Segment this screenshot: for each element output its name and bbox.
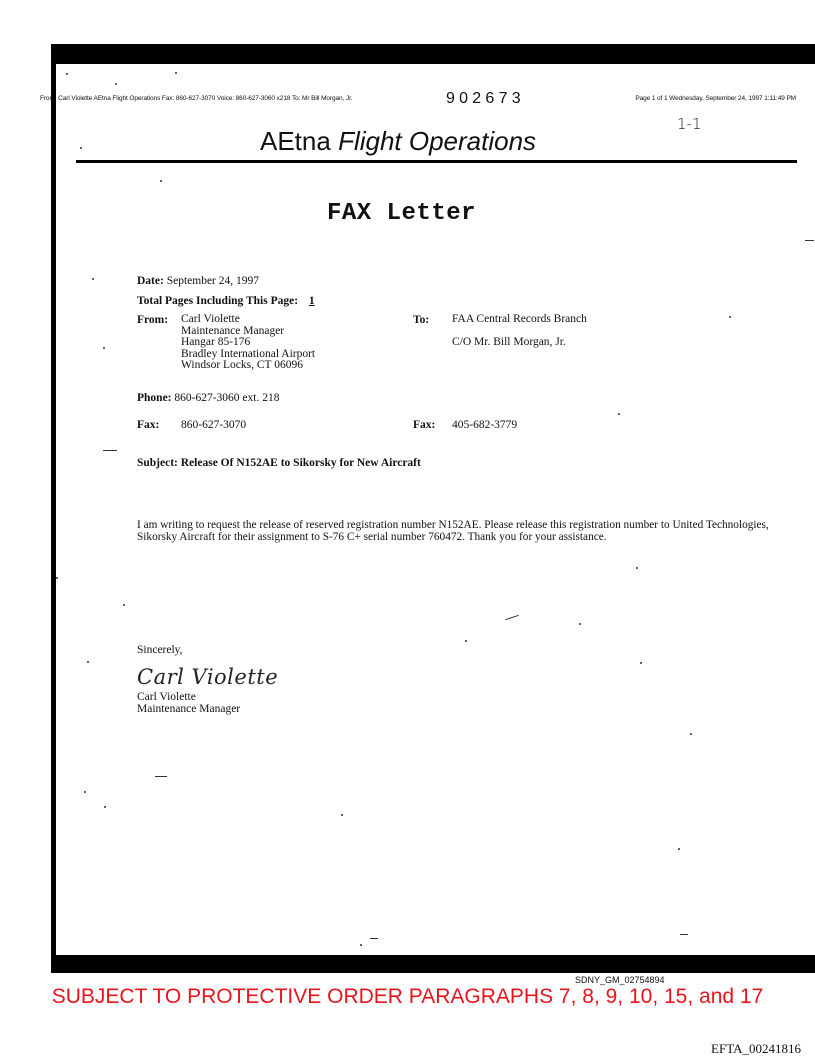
handwritten-page-note: 1-1 [677, 115, 702, 133]
fax-from-field [137, 419, 246, 431]
document-title: FAX Letter [327, 200, 477, 227]
from-line: Maintenance Manager [181, 324, 285, 337]
scan-dash [370, 938, 378, 939]
phone-field [137, 392, 279, 404]
fax-transmission-header [40, 90, 800, 107]
company-letterhead [260, 126, 536, 157]
scan-speck [80, 147, 82, 149]
fax-header-page-info: Page 1 of 1 Wednesday, September 24, 1997 1:11:49 PM [635, 95, 796, 102]
from-line: Windsor Locks, CT 06096 [181, 359, 303, 372]
scan-speck [56, 577, 58, 579]
company-name-italic: Flight Operations [338, 126, 537, 156]
scan-bottom-border [51, 955, 815, 973]
to-line: C/O Mr. Bill Morgan, Jr. [452, 335, 566, 348]
phone-label: Phone: [137, 392, 172, 404]
date-value: September 24, 1997 [166, 275, 260, 287]
subject-line: Subject: Release Of N152AE to Sikorsky for New Aircraft [137, 457, 421, 469]
scan-dash [680, 934, 688, 935]
fax-to-label: Fax: [413, 419, 436, 431]
scan-speck [579, 623, 581, 625]
letter-body: I am writing to request the release of reserved registration number N152AE. Please release this registration number to United Technologies, Sikorsky Aircraft for their assignment to S-76 C+ serial number 760472. Thank you for your assistance. [137, 519, 769, 544]
scan-speck [465, 640, 467, 642]
scan-speck [618, 413, 620, 415]
signer-block [137, 692, 240, 715]
fax-from-value: 860-627-3070 [181, 419, 247, 431]
scan-speck [66, 73, 68, 75]
scan-speck [640, 662, 642, 664]
scan-speck [678, 848, 680, 850]
fax-to-field [413, 419, 517, 431]
scan-speck [360, 944, 362, 946]
fax-from-label: Fax: [137, 419, 160, 431]
scan-speck [87, 661, 89, 663]
date-field [137, 275, 259, 287]
scan-dash [155, 776, 167, 777]
scan-speck [115, 83, 117, 85]
scan-dash [505, 615, 519, 620]
scan-dash [805, 240, 814, 241]
scan-speck [104, 806, 106, 808]
scan-left-border [51, 60, 56, 960]
fax-header-from: From: Carl Violette AEtna Flight Operations Fax: 860-627-3070 Voice: 860-627-3060 x218 To: Mr Bill Morgan, Jr. [40, 95, 353, 102]
company-name: AEtna [260, 126, 331, 156]
scan-speck [84, 791, 86, 793]
phone-value: 860-627-3060 ext. 218 [174, 392, 280, 404]
scan-speck [92, 278, 94, 280]
letterhead-rule [76, 160, 797, 163]
efta-number: EFTA_00241816 [711, 1041, 801, 1056]
to-label: To: [413, 314, 430, 326]
scan-speck [341, 814, 343, 816]
scan-speck [103, 347, 105, 349]
scan-top-border [51, 44, 815, 64]
scan-speck [160, 180, 162, 182]
from-line: Bradley International Airport [181, 347, 316, 360]
scan-speck [175, 72, 177, 74]
to-address [452, 314, 587, 348]
fax-header-stamp: 9 0 2 6 7 3 [446, 90, 521, 107]
protective-order-notice: SUBJECT TO PROTECTIVE ORDER PARAGRAPHS 7, 8, 9, 10, 15, and 17 [51, 985, 764, 1008]
signer-title: Maintenance Manager [137, 702, 241, 715]
scan-speck [123, 604, 125, 606]
date-label: Date: [137, 275, 164, 287]
total-pages-field [137, 295, 323, 307]
scan-dash [103, 450, 117, 451]
total-pages-label: Total Pages Including This Page: [137, 295, 299, 307]
bates-number: SDNY_GM_02754894 [575, 975, 665, 985]
signer-name: Carl Violette [137, 691, 196, 703]
total-pages-value: 1 [308, 295, 315, 307]
scan-speck [729, 316, 731, 318]
from-line: Carl Violette [181, 313, 240, 325]
scan-speck [690, 733, 692, 735]
from-address [181, 314, 315, 372]
from-label: From: [137, 314, 169, 326]
fax-to-value: 405-682-3779 [452, 419, 518, 431]
handwritten-signature: Carl Violette [137, 665, 279, 689]
to-line: FAA Central Records Branch [452, 313, 587, 325]
from-line: Hangar 85-176 [181, 336, 251, 349]
closing: Sincerely, [137, 644, 183, 656]
scan-speck [636, 567, 638, 569]
